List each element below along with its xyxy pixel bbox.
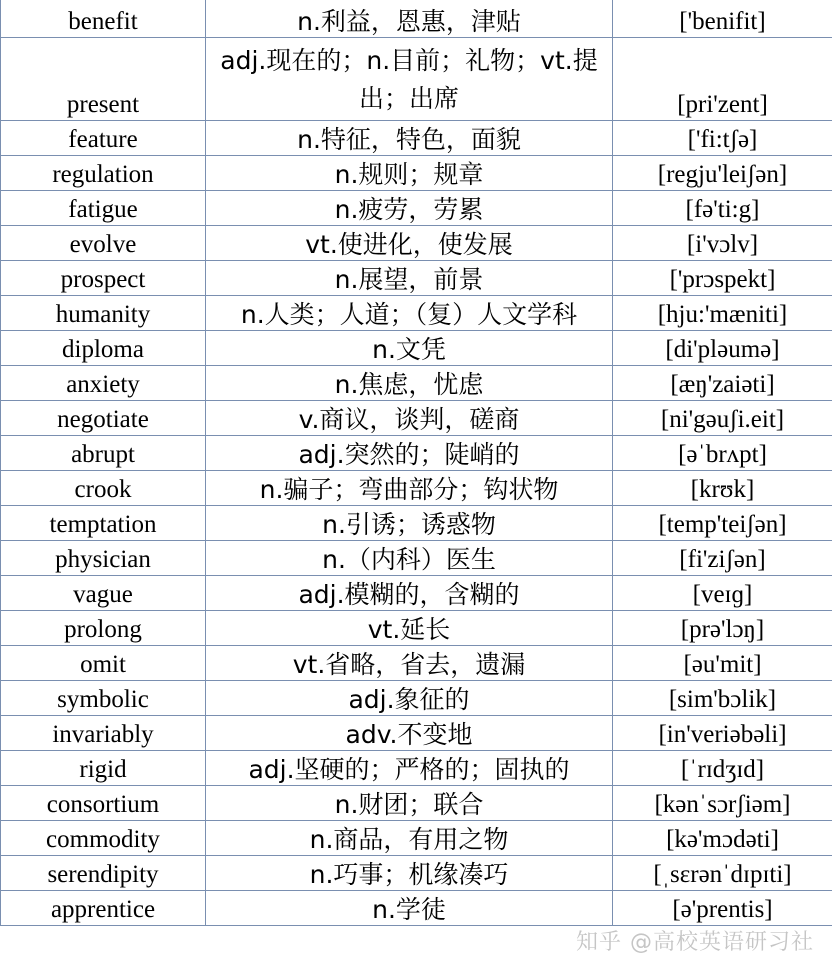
word-cell: crook bbox=[1, 470, 206, 505]
pronunciation-cell: [temp'teiʃən] bbox=[613, 505, 832, 540]
word-cell: rigid bbox=[1, 750, 206, 785]
word-cell: omit bbox=[1, 645, 206, 680]
pronunciation-cell: [ˈrɪdʒɪd] bbox=[613, 750, 832, 785]
meaning-cell: vt.使进化，使发展 bbox=[206, 225, 613, 260]
word-cell: consortium bbox=[1, 785, 206, 820]
meaning-cell: adj.模糊的，含糊的 bbox=[206, 575, 613, 610]
pronunciation-cell: [ni'gəuʃi.eit] bbox=[613, 400, 832, 435]
meaning-cell: n.疲劳，劳累 bbox=[206, 190, 613, 225]
table-row bbox=[1, 505, 832, 540]
pronunciation-cell: [prə'lɔŋ] bbox=[613, 610, 832, 645]
table-row bbox=[1, 645, 832, 680]
pronunciation-cell: [krʊk] bbox=[613, 470, 832, 505]
word-cell: evolve bbox=[1, 225, 206, 260]
pronunciation-cell: ['prɔspekt] bbox=[613, 260, 832, 295]
meaning-cell: n.引诱；诱惑物 bbox=[206, 505, 613, 540]
table-row bbox=[1, 190, 832, 225]
table-row bbox=[1, 260, 832, 295]
meaning-cell: n.特征，特色，面貌 bbox=[206, 120, 613, 155]
word-cell: diploma bbox=[1, 330, 206, 365]
word-cell: present bbox=[1, 37, 206, 120]
meaning-cell: n.（内科）医生 bbox=[206, 540, 613, 575]
word-cell: abrupt bbox=[1, 435, 206, 470]
word-cell: prospect bbox=[1, 260, 206, 295]
pronunciation-cell: [kə'mɔdəti] bbox=[613, 820, 832, 855]
pronunciation-cell: [sim'bɔlik] bbox=[613, 680, 832, 715]
pronunciation-cell: [di'pləumə] bbox=[613, 330, 832, 365]
meaning-cell: n.巧事；机缘凑巧 bbox=[206, 855, 613, 890]
word-cell: serendipity bbox=[1, 855, 206, 890]
table-row bbox=[1, 400, 832, 435]
pronunciation-cell: [pri'zent] bbox=[613, 37, 832, 120]
meaning-cell: v.商议，谈判，磋商 bbox=[206, 400, 613, 435]
table-row bbox=[1, 785, 832, 820]
table-row bbox=[1, 575, 832, 610]
meaning-cell: n.人类；人道；（复）人文学科 bbox=[206, 295, 613, 330]
word-cell: prolong bbox=[1, 610, 206, 645]
meaning-cell: n.商品，有用之物 bbox=[206, 820, 613, 855]
meaning-cell: n.规则；规章 bbox=[206, 155, 613, 190]
pronunciation-cell: [fə'ti:g] bbox=[613, 190, 832, 225]
meaning-cell: vt.省略，省去，遗漏 bbox=[206, 645, 613, 680]
pronunciation-cell: [æŋ'zaiəti] bbox=[613, 365, 832, 400]
table-row bbox=[1, 295, 832, 330]
watermark: 知乎 @高校英语研习社 bbox=[576, 930, 814, 955]
word-cell: commodity bbox=[1, 820, 206, 855]
meaning-cell: adj.象征的 bbox=[206, 680, 613, 715]
pronunciation-cell: [kənˈsɔrʃiəm] bbox=[613, 785, 832, 820]
word-cell: vague bbox=[1, 575, 206, 610]
table-row bbox=[1, 365, 832, 400]
meaning-cell: n.骗子；弯曲部分；钩状物 bbox=[206, 470, 613, 505]
vocabulary-table-body bbox=[1, 0, 832, 925]
word-cell: symbolic bbox=[1, 680, 206, 715]
table-row bbox=[1, 680, 832, 715]
meaning-cell: n.展望，前景 bbox=[206, 260, 613, 295]
table-row bbox=[1, 715, 832, 750]
pronunciation-cell: [əˈbrʌpt] bbox=[613, 435, 832, 470]
meaning-cell: adv.不变地 bbox=[206, 715, 613, 750]
table-row bbox=[1, 120, 832, 155]
pronunciation-cell: ['benifit] bbox=[613, 0, 832, 37]
word-cell: humanity bbox=[1, 295, 206, 330]
table-row bbox=[1, 37, 832, 120]
word-cell: anxiety bbox=[1, 365, 206, 400]
pronunciation-cell: [fi'ziʃən] bbox=[613, 540, 832, 575]
table-row bbox=[1, 610, 832, 645]
word-cell: fatigue bbox=[1, 190, 206, 225]
table-row bbox=[1, 330, 832, 365]
word-cell: apprentice bbox=[1, 890, 206, 925]
pronunciation-cell: [in'veriəbəli] bbox=[613, 715, 832, 750]
table-row bbox=[1, 470, 832, 505]
table-row bbox=[1, 540, 832, 575]
table-row bbox=[1, 890, 832, 925]
pronunciation-cell: [hju:'mæniti] bbox=[613, 295, 832, 330]
meaning-cell: n.财团；联合 bbox=[206, 785, 613, 820]
table-row bbox=[1, 0, 832, 37]
word-cell: temptation bbox=[1, 505, 206, 540]
word-cell: regulation bbox=[1, 155, 206, 190]
meaning-cell: adj.现在的；n.目前；礼物；vt.提出；出席 bbox=[206, 37, 613, 120]
meaning-cell: vt.延长 bbox=[206, 610, 613, 645]
table-row bbox=[1, 855, 832, 890]
word-cell: negotiate bbox=[1, 400, 206, 435]
pronunciation-cell: [i'vɔlv] bbox=[613, 225, 832, 260]
table-row bbox=[1, 820, 832, 855]
meaning-cell: n.焦虑，忧虑 bbox=[206, 365, 613, 400]
word-cell: invariably bbox=[1, 715, 206, 750]
meaning-cell: n.文凭 bbox=[206, 330, 613, 365]
meaning-cell: n.学徒 bbox=[206, 890, 613, 925]
table-row bbox=[1, 155, 832, 190]
pronunciation-cell: [regju'leiʃən] bbox=[613, 155, 832, 190]
pronunciation-cell: [veɪɡ] bbox=[613, 575, 832, 610]
pronunciation-cell: [ə'prentis] bbox=[613, 890, 832, 925]
word-cell: benefit bbox=[1, 0, 206, 37]
meaning-cell: adj.坚硬的；严格的；固执的 bbox=[206, 750, 613, 785]
table-row bbox=[1, 750, 832, 785]
pronunciation-cell: ['fi:tʃə] bbox=[613, 120, 832, 155]
pronunciation-cell: [əu'mit] bbox=[613, 645, 832, 680]
table-row bbox=[1, 225, 832, 260]
table-row bbox=[1, 435, 832, 470]
word-cell: feature bbox=[1, 120, 206, 155]
pronunciation-cell: [ˌsɛrənˈdɪpɪti] bbox=[613, 855, 832, 890]
meaning-cell: n.利益，恩惠，津贴 bbox=[206, 0, 613, 37]
meaning-cell: adj.突然的；陡峭的 bbox=[206, 435, 613, 470]
word-cell: physician bbox=[1, 540, 206, 575]
